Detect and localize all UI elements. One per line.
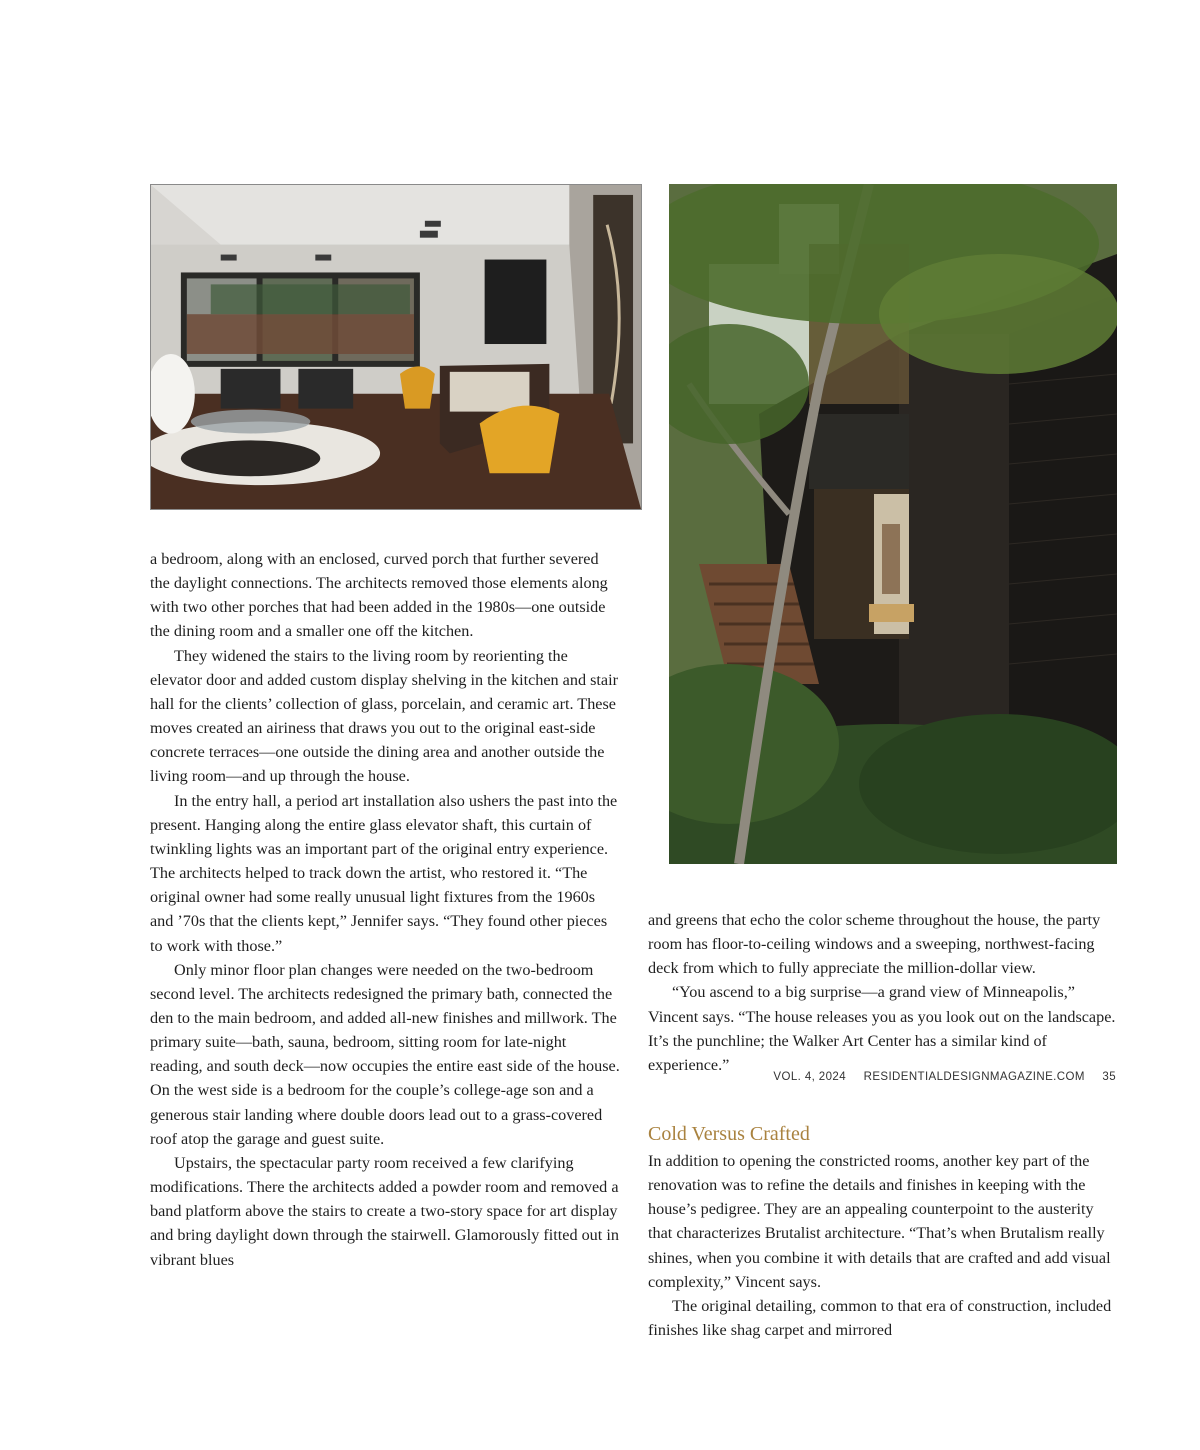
body-paragraph: In the entry hall, a period art installation also ushers the past into the present. Hanging along the entire glass elevator shaft, this curtain of twinkling lights was an important part of the original entry experience. The architects helped to track down the artist, who restored it. “The original owner had some really unusual light fixtures from the 1960s and ’70s that the clients kept,” Jennifer says. “They found other pieces to work with those.” [150, 791, 618, 955]
left-text-column [150, 547, 620, 1272]
interior-lounge-illustration [151, 185, 641, 509]
body-paragraph: “You ascend to a big surprise—a grand view of Minneapolis,” Vincent says. “The house releases you as you look out on the landscape. It’s the punchline; the Walker Art Center has a similar kind of experience.” [648, 983, 1116, 1074]
footer-volume: VOL. 4, 2024 [773, 1071, 846, 1083]
body-paragraph: Only minor floor plan changes were needed on the two-bedroom second level. The architects redesigned the primary bath, connected the den to the main bedroom, and added all-new finishes and millwork. The primary suite—bath, sauna, bedroom, sitting room for late-night reading, and south deck—now occupies the entire east side of the house. On the west side is a bedroom for the couple’s college-age son and a generous stair landing where double doors lead out to a grass-covered roof atop the garage and guest suite. [150, 960, 620, 1148]
page-number: 35 [1102, 1071, 1116, 1083]
page-footer [773, 1071, 1116, 1083]
body-paragraph: The original detailing, common to that era of construction, included finishes like shag carpet and mirrored [648, 1296, 1112, 1340]
exterior-facade-illustration [669, 184, 1117, 864]
footer-website: RESIDENTIALDESIGNMAGAZINE.COM [863, 1071, 1085, 1083]
exterior-facade-photo [669, 184, 1117, 864]
body-paragraph: and greens that echo the color scheme throughout the house, the party room has floor-to-ceiling windows and a sweeping, northwest-facing deck from which to fully appreciate the million-dollar view. [648, 911, 1101, 978]
right-text-column-top [648, 908, 1118, 1077]
right-text-column-bottom [648, 1149, 1118, 1342]
body-paragraph: In addition to opening the constricted rooms, another key part of the renovation was to refine the details and finishes in keeping with the house’s pedigree. They are an appealing counterpoint to the austerity that characterizes Brutalist architecture. “That’s when Brutalism really shines, when you combine it with details that are crafted and add visual complexity,” Vincent says. [648, 1152, 1111, 1291]
interior-lounge-photo [150, 184, 642, 510]
body-paragraph: a bedroom, along with an enclosed, curved porch that further severed the daylight connections. The architects removed those elements along with two other porches that had been added in the 1980s—one outside the dining room and a smaller one off the kitchen. [150, 550, 608, 641]
body-paragraph: They widened the stairs to the living room by reorienting the elevator door and added custom display shelving in the kitchen and stair hall for the clients’ collection of glass, porcelain, and ceramic art. These moves created an airiness that draws you out to the original east-side concrete terraces—one outside the dining area and another outside the living room—and up through the house. [150, 646, 618, 786]
section-heading: Cold Versus Crafted [648, 1123, 810, 1145]
body-paragraph: Upstairs, the spectacular party room received a few clarifying modifications. There the architects added a powder room and removed a band platform above the stairs to create a two-story space for art display and bring daylight down through the stairwell. Glamorously fitted out in vibrant blues [150, 1153, 619, 1269]
